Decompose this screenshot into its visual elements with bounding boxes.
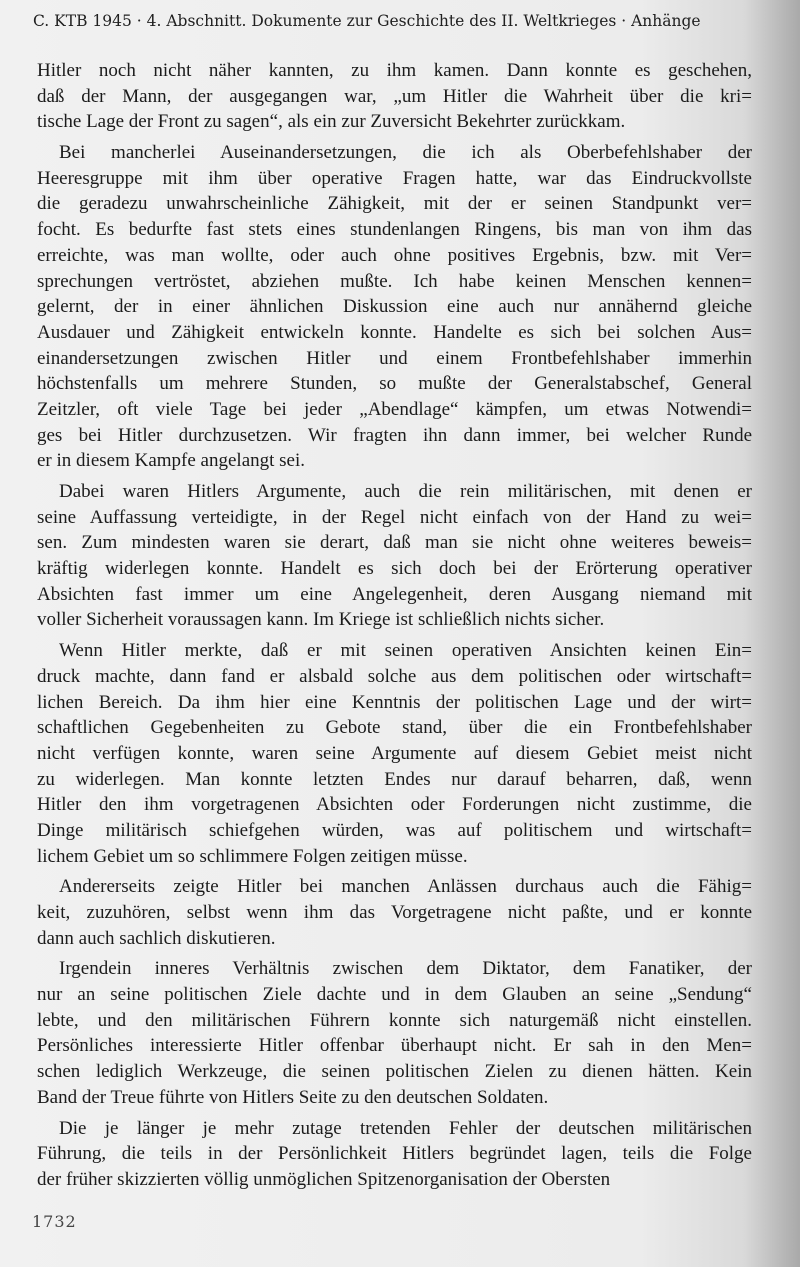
paragraph: [37, 140, 752, 474]
text-line: Irgendein inneres Verhältnis zwischen dem Diktator, dem Fanatiker, der: [59, 958, 752, 980]
text-line: Ausdauer und Zähigkeit entwickeln konnte. Handelte es sich bei solchen Aus=: [37, 321, 752, 343]
text-line: erreichte, was man wollte, oder auch ohne positives Ergebnis, bzw. mit Ver=: [37, 244, 752, 266]
text-line: Bei mancherlei Auseinandersetzungen, die ich als Oberbefehlshaber der: [59, 142, 752, 164]
text-line: focht. Es bedurfte fast stets eines stundenlangen Ringens, bis man von ihm das: [37, 219, 752, 241]
text-line: Andererseits zeigte Hitler bei manchen Anlässen durchaus auch die Fähig=: [59, 876, 752, 898]
text-line: daß der Mann, der ausgegangen war, „um Hitler die Wahrheit über die kri=: [37, 85, 752, 107]
paragraph: [37, 956, 752, 1110]
text-line: Wenn Hitler merkte, daß er mit seinen operativen Ansichten keinen Ein=: [59, 640, 752, 662]
page-number: 1732: [32, 1212, 77, 1231]
text-line: Persönliches interessierte Hitler offenbar überhaupt nicht. Er sah in den Men=: [37, 1035, 752, 1057]
paragraph: [37, 1116, 752, 1193]
text-line: tische Lage der Front zu sagen“, als ein zur Zuversicht Bekehrter zurückkam.: [37, 111, 626, 133]
running-header: C. KTB 1945 · 4. Abschnitt. Dokumente zur Geschichte des II. Weltkrieges · Anhänge: [33, 12, 701, 30]
text-line: er in diesem Kampfe angelangt sei.: [37, 450, 306, 472]
paragraph: [37, 58, 752, 135]
text-line: druck machte, dann fand er alsbald solche aus dem politischen oder wirtschaft=: [37, 665, 752, 687]
text-line: kräftig widerlegen konnte. Handelt es sich doch bei der Erörterung operativer: [37, 558, 752, 580]
text-line: schen lediglich Werkzeuge, die seinen politischen Zielen zu dienen hätten. Kein: [37, 1061, 752, 1083]
text-line: einandersetzungen zwischen Hitler und einem Frontbefehlshaber immerhin: [37, 347, 752, 369]
text-line: Band der Treue führte von Hitlers Seite zu den deutschen Soldaten.: [37, 1086, 549, 1108]
paragraph: [37, 874, 752, 951]
text-line: Zeitzler, oft viele Tage bei jeder „Abendlage“ kämpfen, um etwas Notwendi=: [37, 398, 752, 420]
text-line: nicht verfügen konnte, waren seine Argumente auf diesem Gebiet meist nicht: [37, 742, 752, 764]
text-line: keit, zuzuhören, selbst wenn ihm das Vorgetragene nicht paßte, und er konnte: [37, 902, 752, 923]
text-line: sen. Zum mindesten waren sie derart, daß man sie nicht ohne weiteres beweis=: [37, 532, 752, 554]
text-line: dann auch sachlich diskutieren.: [37, 927, 276, 949]
text-line: Absichten fast immer um eine Angelegenheit, deren Ausgang niemand mit: [37, 583, 752, 605]
text-line: sprechungen vertröstet, abziehen mußte. Ich habe keinen Menschen kennen=: [37, 270, 752, 292]
text-line: der früher skizzierten völlig unmöglichen Spitzenorganisation der Obersten: [37, 1168, 611, 1190]
text-line: die geradezu unwahrscheinliche Zähigkeit, mit der er seinen Standpunkt ver=: [37, 193, 752, 215]
text-line: höchstenfalls um mehrere Stunden, so mußte der Generalstabschef, General: [37, 373, 752, 395]
text-line: voller Sicherheit voraussagen kann. Im Kriege ist schließlich nichts sicher.: [37, 609, 605, 631]
text-line: gelernt, der in einer ähnlichen Diskussion eine auch nur annähernd gleiche: [37, 296, 752, 318]
text-line: nur an seine politischen Ziele dachte und in dem Glauben an seine „Sendung“: [37, 984, 752, 1006]
text-line: zu widerlegen. Man konnte letzten Endes nur darauf beharren, daß, wenn: [37, 768, 752, 790]
text-line: Dinge militärisch schiefgehen würden, was auf politischem und wirtschaft=: [37, 819, 752, 841]
paragraph: [37, 479, 752, 633]
text-line: lichen Bereich. Da ihm hier eine Kenntnis der politischen Lage und der wirt=: [37, 691, 752, 713]
text-line: seine Auffassung verteidigte, in der Regel nicht einfach von der Hand zu wei=: [37, 506, 752, 528]
text-line: Heeresgruppe mit ihm über operative Fragen hatte, war das Eindruckvollste: [37, 167, 752, 189]
text-line: lebte, und den militärischen Führern konnte sich naturgemäß nicht einstellen.: [37, 1009, 752, 1031]
text-line: schaftlichen Gegebenheiten zu Gebote stand, über die ein Frontbefehlshaber: [37, 717, 752, 739]
text-line: Dabei waren Hitlers Argumente, auch die rein militärischen, mit denen er: [59, 481, 752, 502]
paragraph: [37, 638, 752, 869]
text-line: Die je länger je mehr zutage tretenden Fehler der deutschen militärischen: [59, 1117, 752, 1139]
text-line: Führung, die teils in der Persönlichkeit Hitlers begründet lagen, teils die Folge: [37, 1143, 752, 1165]
text-line: Hitler den ihm vorgetragenen Absichten oder Forderungen nicht zustimme, die: [37, 794, 752, 816]
page-body-text: [37, 58, 752, 1193]
text-line: Hitler noch nicht näher kannten, zu ihm kamen. Dann konnte es geschehen,: [37, 60, 752, 81]
text-line: lichem Gebiet um so schlimmere Folgen zeitigen müsse.: [37, 845, 468, 867]
text-line: ges bei Hitler durchzusetzen. Wir fragten ihn dann immer, bei welcher Runde: [37, 424, 752, 446]
